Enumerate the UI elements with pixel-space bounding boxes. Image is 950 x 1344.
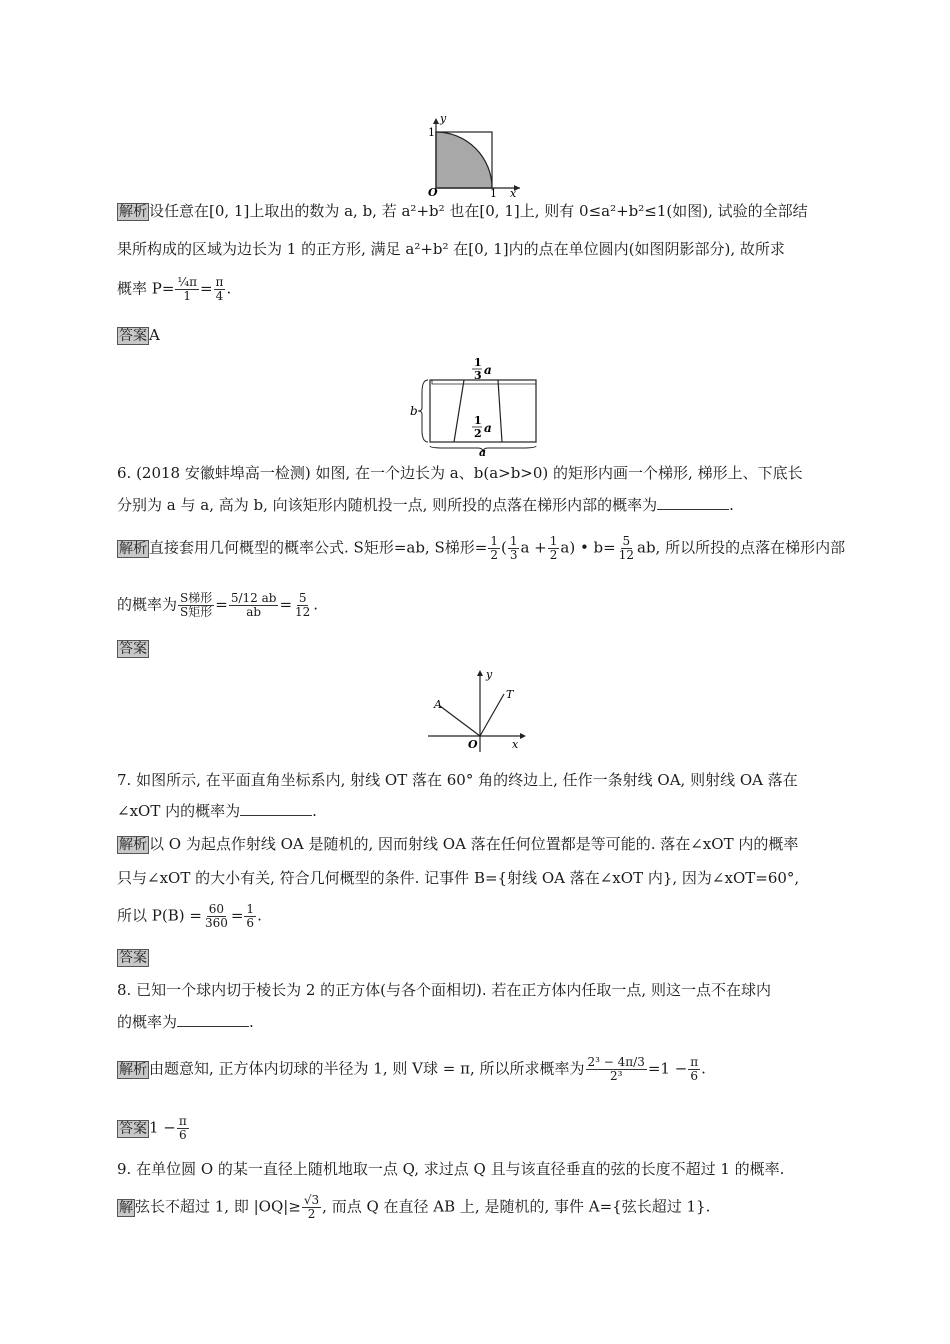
top-brace — [432, 380, 536, 384]
q8-line-1: 8. 已知一个球内切于棱长为 2 的正方体(与各个面相切). 若在正方体内任取一点, 则这一点不在球内 — [117, 981, 771, 999]
solution-tag: 解 — [119, 1199, 133, 1216]
trapezoid-left-leg — [454, 380, 464, 442]
svg-text:y: y — [486, 668, 493, 681]
answer-tag: 答案 — [119, 328, 147, 344]
svg-text:a: a — [484, 363, 492, 377]
p5-text-1: 设任意在[0, 1]上取出的数为 a, b, 若 a²+b² 也在[0, 1]上, 则有 0≤a²+b²≤1(如图), 试验的全部结 — [149, 202, 808, 220]
y-label: y — [440, 112, 447, 125]
svg-text:x: x — [512, 738, 519, 751]
fraction: $\frac{\text{¼π}}{1}$ — [177, 275, 197, 303]
answer-tag: 答案 — [119, 1120, 147, 1137]
q7-line-2: ∠xOT 内的概率为 . — [117, 802, 317, 820]
q6-line-2: 分别为 a 与 a, 高为 b, 向该矩形内随机投一点, 则所投的点落在梯形内部的概率为 . — [117, 496, 734, 514]
q8-answer-line: 答案 1 − $\frac{\pi}{6}$ — [119, 1114, 187, 1142]
q6-solution-line-1: 解析 直接套用几何概型的概率公式. S矩形=ab, S梯形= $\frac{1}{2}$ ( $\frac{1}{3}$ a + $\frac{1}{2}$ a) • b= $\frac{5}{12}$ ab, 所以所投的点落在梯形内部 — [119, 534, 846, 562]
left-brace — [418, 380, 428, 442]
p5-answer-line — [117, 324, 160, 347]
solution-tag: 解析 — [119, 204, 147, 220]
svg-text:a: a — [484, 421, 492, 435]
ray-oa — [440, 706, 480, 736]
answer-blank[interactable] — [177, 1012, 249, 1027]
q7-solution-line-3: 所以 P(B) = $\frac{60}{360}$ = $\frac{1}{6}$ . — [117, 902, 262, 930]
trapezoid-figure — [408, 352, 543, 456]
svg-text:1: 1 — [474, 414, 482, 427]
q8-solution-line: 解析 由题意知, 正方体内切球的半径为 1, 则 V球 = π, 所以所求概率为 $\frac{\text{2³ − 4π/3}}{\text{2³}}$ =1 − $\frac{\pi}{6}$ . — [119, 1055, 706, 1083]
y-one-label: 1 — [428, 126, 435, 139]
answer-blank[interactable] — [657, 495, 729, 510]
q7-solution-line-1: 解析 以 O 为起点作射线 OA 是随机的, 因而射线 OA 落在任何位置都是等可能的. 落在∠xOT 内的概率 — [119, 835, 799, 853]
shaded-quarter-circle — [436, 132, 492, 188]
svg-text:3: 3 — [474, 369, 482, 382]
q8-line-2: 的概率为 . — [117, 1013, 254, 1031]
top-label: 1 — [474, 356, 482, 369]
svg-text:a: a — [479, 446, 487, 456]
rectangle — [430, 380, 536, 442]
solution-tag: 解析 — [119, 1061, 147, 1078]
rays-figure — [424, 666, 534, 754]
answer-tag: 答案 — [119, 950, 147, 966]
ray-ot — [480, 694, 504, 736]
svg-text:2: 2 — [474, 427, 482, 440]
p5-line-2: 果所构成的区域为边长为 1 的正方形, 满足 a²+b² 在[0, 1]内的点在单位圆内(如图阴影部分), 故所求 — [117, 240, 785, 258]
p5-line-1 — [117, 200, 808, 223]
q7-line-1: 7. 如图所示, 在平面直角坐标系内, 射线 OT 落在 60° 角的终边上, 任作一条射线 OA, 则射线 OA 落在 — [117, 771, 798, 789]
q9-line-1: 9. 在单位圆 O 的某一直径上随机地取一点 Q, 求过点 Q 且与该直径垂直的弦的长度不超过 1 的概率. — [117, 1160, 785, 1178]
q9-solution-line: 解 弦长不超过 1, 即 |OQ|≥ $\frac{√3}{2}$ , 而点 Q 在直径 AB 上, 是随机的, 事件 A={弦长超过 1}. — [119, 1193, 711, 1221]
solution-tag: 解析 — [119, 540, 147, 557]
q6-solution-line-2: 的概率为 $\frac{\text{S梯形}}{\text{S矩形}}$ = $\frac{5/12 ab}{ab}$ = $\frac{5}{12}$ . — [117, 591, 319, 619]
trapezoid-right-leg — [498, 380, 502, 442]
svg-text:O: O — [468, 738, 478, 751]
p5-line-3: 概率 P= $\frac{\text{¼π}}{1}$ = $\frac{\pi}{4}$ . — [117, 275, 232, 303]
q7-answer-line — [117, 946, 149, 969]
svg-text:T: T — [506, 688, 514, 701]
y-arrow — [477, 670, 483, 676]
quarter-circle-figure — [420, 112, 530, 198]
svg-text:A: A — [434, 698, 442, 711]
answer-blank[interactable] — [240, 801, 312, 816]
q6-line-1: 6. (2018 安徽蚌埠高一检测) 如图, 在一个边长为 a、b(a>b>0) 的矩形内画一个梯形, 梯形上、下底长 — [117, 464, 803, 482]
answer-tag: 答案 — [119, 641, 147, 657]
p5-answer: A — [149, 326, 160, 344]
origin-label: O — [428, 186, 438, 198]
y-arrow — [433, 118, 439, 124]
x-label: x — [510, 187, 517, 198]
solution-tag: 解析 — [119, 837, 147, 853]
x-one-label: 1 — [490, 187, 497, 198]
svg-text:b: b — [410, 404, 418, 418]
x-arrow — [520, 733, 526, 739]
q7-solution-line-2: 只与∠xOT 的大小有关, 符合几何概型的条件. 记事件 B={射线 OA 落在∠xOT 内}, 因为∠xOT=60°, — [117, 869, 800, 887]
q6-answer-line — [117, 637, 149, 660]
fraction: $\frac{\pi}{4}$ — [215, 275, 224, 303]
